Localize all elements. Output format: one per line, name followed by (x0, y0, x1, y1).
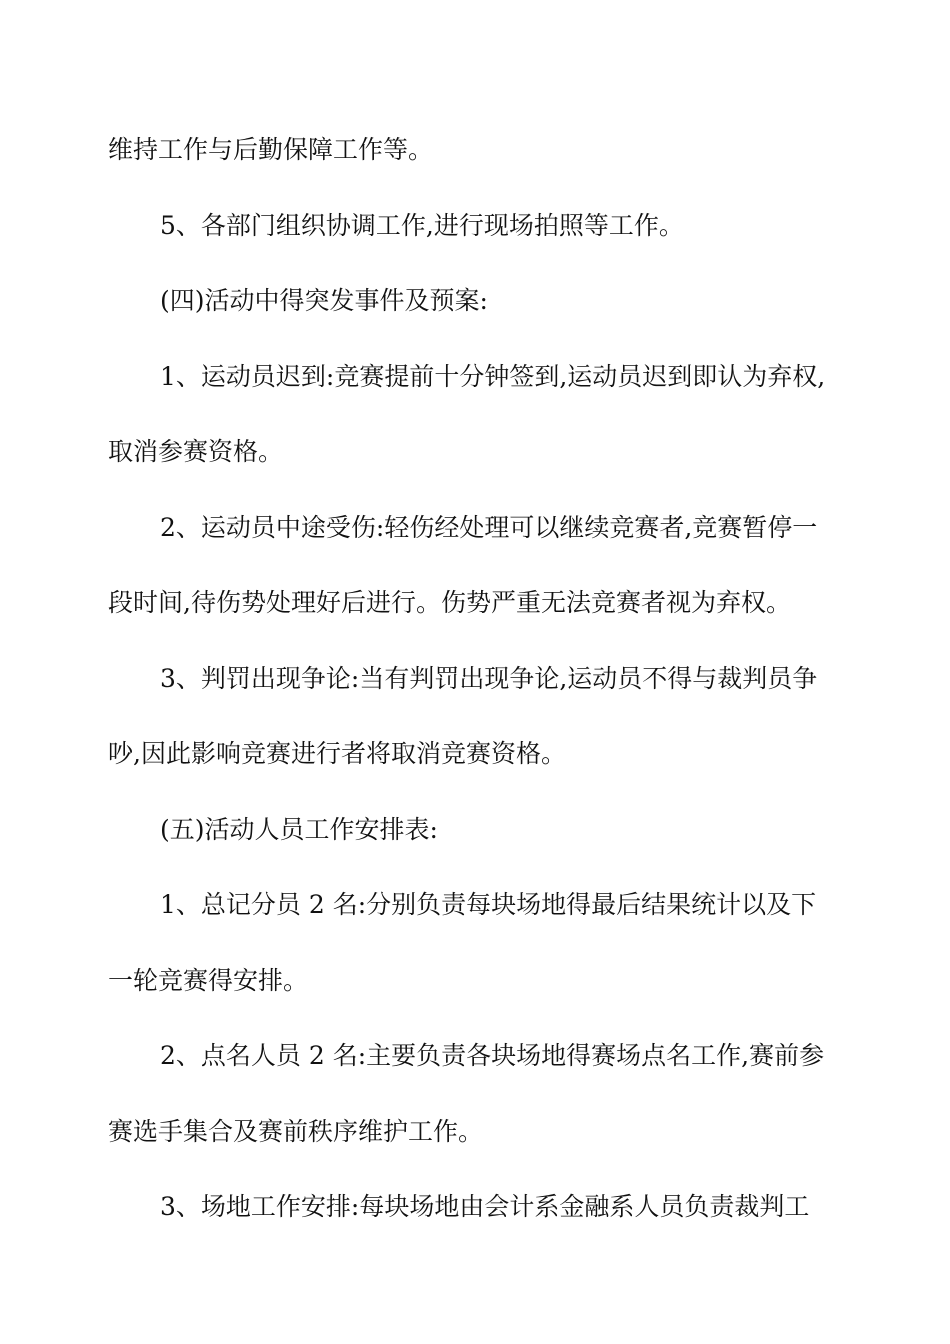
section-heading-5: (五)活动人员工作安排表: (160, 814, 438, 844)
text-line-12: 一轮竞赛得安排。 (108, 965, 309, 995)
text-line-7: 段时间,待伤势处理好后进行。伤势严重无法竞赛者视为弃权。 (108, 588, 791, 617)
text-line-5: 取消参赛资格。 (108, 437, 284, 466)
document-body (108, 127, 852, 1260)
text-line-13: 2、点名人员 2 名:主要负责各块场地得赛场点名工作,赛前参 (160, 1041, 825, 1070)
text-line-11: 1、总记分员 2 名:分别负责每块场地得最后结果统计以及下 (160, 890, 817, 919)
text-line-6: 2、运动员中途受伤:轻伤经处理可以继续竞赛者,竞赛暂停一 (160, 512, 818, 542)
text-line-8: 3、判罚出现争论:当有判罚出现争论,运动员不得与裁判员争 (160, 663, 818, 693)
text-line-14: 赛选手集合及赛前秩序维护工作。 (108, 1116, 484, 1146)
text-line-1: 维持工作与后勤保障工作等。 (108, 135, 434, 164)
text-line-2: 5、各部门组织协调工作,进行现场拍照等工作。 (160, 210, 684, 240)
text-line-9: 吵,因此影响竞赛进行者将取消竞赛资格。 (108, 739, 566, 768)
text-line-4: 1、运动员迟到:竞赛提前十分钟签到,运动员迟到即认为弃权, (160, 361, 826, 391)
text-line-15: 3、场地工作安排:每块场地由会计系金融系人员负责裁判工 (160, 1192, 810, 1221)
section-heading-4: (四)活动中得突发事件及预案: (160, 286, 488, 315)
